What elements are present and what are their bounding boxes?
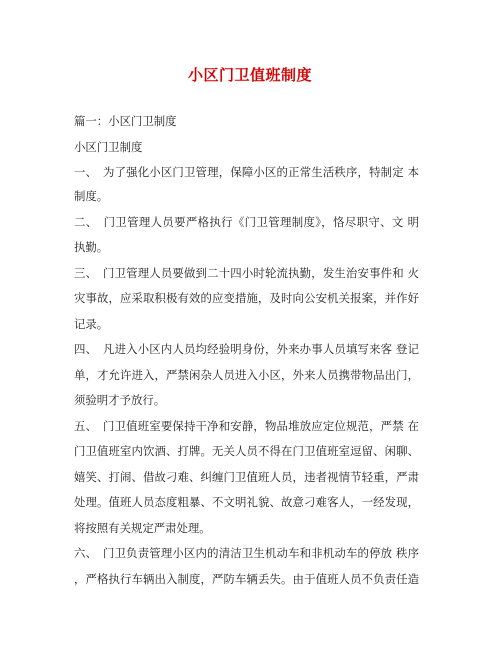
paragraph-line: 二、 门卫管理人员要严格执行《门卫管理制度》，恪尽职守、文 明 — [74, 215, 419, 229]
paragraph-line: 四、 凡进入小区内人员均经验明身份，外来办事人员填写来客 登记 — [74, 342, 419, 356]
paragraph-line: 五、 门卫值班室要保持干净和安静，物品堆放应定位规范，严禁 在 — [74, 419, 419, 433]
paragraph-line: 记录。 — [74, 317, 109, 331]
paragraph-line: 三、 门卫管理人员要做到二十四小时轮流执勤，发生治安事件和 火 — [74, 266, 419, 280]
paragraph-line: 嬉笑、打闹、借故刁难、纠缠门卫值班人员，违者视情节轻重，严肃 — [74, 470, 419, 484]
paragraph-line: 门卫值班室内饮酒、打牌。无关人员不得在门卫值班室逗留、闲聊、 — [74, 444, 419, 458]
paragraph-line: 制度。 — [74, 189, 109, 203]
paragraph-line: 一、 为了强化小区门卫管理，保障小区的正常生活秩序，特制定 本 — [74, 165, 419, 179]
subsection-heading: 小区门卫制度 — [74, 140, 143, 154]
paragraph-line: ，严格执行车辆出入制度，严防车辆丢失。由于值班人员不负责任造 — [74, 572, 419, 586]
paragraph-line: 处理。值班人员态度粗暴、不文明礼貌、故意刁难客人，一经发现， — [74, 495, 419, 509]
paragraph-line: 将按照有关规定严肃处理。 — [74, 521, 211, 535]
paragraph-line: 须验明才予放行。 — [74, 393, 166, 407]
document-title: 小区门卫值班制度 — [187, 66, 312, 84]
paragraph-line: 单，才允许进入，严禁闲杂人员进入小区，外来人员携带物品出门， — [74, 368, 419, 382]
section-heading: 篇一：小区门卫制度 — [74, 114, 177, 128]
paragraph-line: 六、 门卫负责管理小区内的清洁卫生机动车和非机动车的停放 秩序 — [74, 546, 419, 560]
paragraph-line: 执勤。 — [74, 240, 109, 254]
paragraph-line: 灾事故，应采取积极有效的应变措施，及时向公安机关报案，并作好 — [74, 291, 419, 305]
